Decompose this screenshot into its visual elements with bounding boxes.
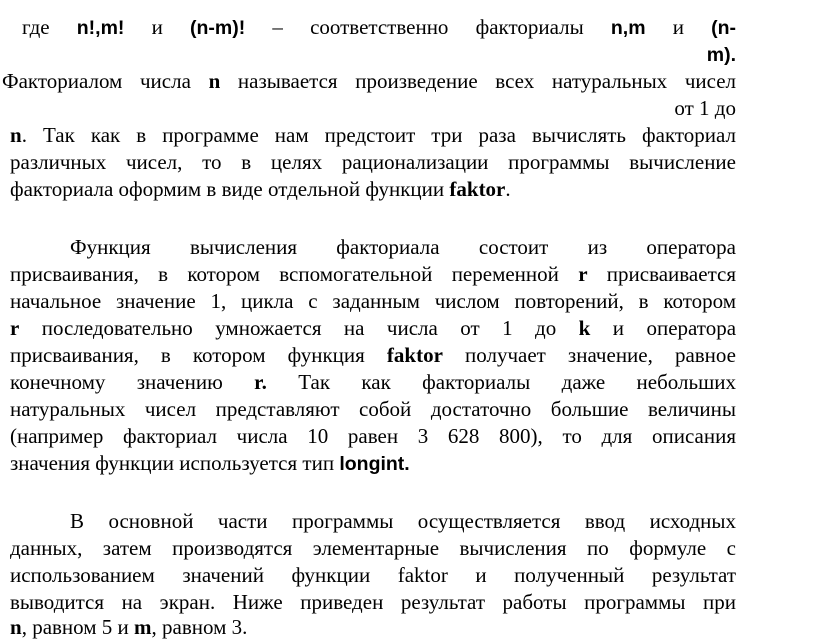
text-span: (например факториал числа 10 равен 3 628 800), то для описания [10, 424, 736, 448]
var-r: r [578, 262, 588, 286]
p1-line-3 [2, 68, 736, 95]
p1-line-1 [22, 14, 736, 42]
p2-line-5 [10, 342, 736, 369]
text-span: использованием значений функции faktor и полученный результат [10, 563, 736, 587]
p1-line-5 [10, 122, 736, 149]
function-faktor: faktor [386, 343, 443, 367]
text-span: и оператора [612, 316, 737, 340]
text-span: В основной части программы осуществляется ввод исходных [70, 509, 736, 533]
var-n: n [10, 123, 22, 147]
text-span: выводится на экран. Ниже приведен результат работы программы при [10, 590, 736, 614]
text-span: . [505, 177, 511, 201]
p2-line-4 [10, 315, 736, 342]
p2-line-9 [10, 450, 736, 478]
var-n: n [208, 69, 221, 93]
text-span: присваивания, в котором вспомогательной переменной [10, 262, 559, 286]
text-where: где [22, 15, 50, 39]
term-m-close: m). [706, 44, 736, 66]
var-m: m [134, 615, 152, 639]
term-n-minus-open: (n- [711, 17, 737, 39]
p2-line-8 [10, 423, 736, 450]
p3-line-4 [10, 589, 736, 616]
function-faktor: faktor [449, 177, 506, 201]
p3-line-5 [10, 614, 736, 641]
text-span: . Так как в программе нам предстоит три раза вычислять факториал [21, 123, 736, 147]
text-span: от 1 до [674, 96, 736, 120]
text-span: данных, затем производятся элементарные вычисления по формуле с [10, 536, 736, 560]
text-span: начальное значение 1, цикла с заданным числом повторений, в котором [10, 289, 736, 313]
text-span: различных чисел, то в целях рационализации программы вычисление [10, 150, 736, 174]
p1-line-6 [10, 149, 736, 176]
var-r: r [10, 316, 20, 340]
p2-line-2 [10, 261, 736, 288]
text-and: и [151, 15, 163, 39]
text-span: называется произведение всех натуральных чисел [237, 69, 736, 93]
text-span: Факториалом числа [2, 69, 191, 93]
type-longint: longint. [339, 453, 410, 475]
p2-line-3 [10, 288, 736, 315]
p2-line-6 [10, 369, 736, 396]
text-span: факториала оформим в виде отдельной функции [10, 177, 445, 201]
text-and: и [672, 15, 684, 39]
text-span: конечному значению [10, 370, 223, 394]
p1-line-4 [10, 95, 736, 122]
text-span: , равном 5 и [21, 615, 129, 639]
p2-line-7 [10, 396, 736, 423]
text-span: Так как факториалы даже небольших [298, 370, 736, 394]
term-n-minus-m-factorial: (n-m)! [190, 17, 246, 39]
text-span: последовательно умножается на числа от 1 до [41, 316, 557, 340]
p1-line-7 [10, 176, 736, 203]
text-span: , равном 3. [151, 615, 248, 639]
p3-line-3 [10, 562, 736, 589]
text-span: натуральных чисел представляют собой достаточно большие величины [10, 397, 736, 421]
text-span: получает значение, равное [465, 343, 737, 367]
var-r: r. [254, 370, 267, 394]
text-span: Функция вычисления факториала состоит из оператора [70, 235, 736, 259]
text-respectively-factorials: – соответственно факториалы [272, 15, 584, 39]
p1-line-2 [10, 41, 736, 69]
text-span: присваивается [606, 262, 736, 286]
var-k: k [578, 316, 591, 340]
p2-line-1 [70, 234, 736, 261]
var-n: n [10, 615, 22, 639]
p3-line-1 [70, 508, 736, 535]
p3-line-2 [10, 535, 736, 562]
text-span: значения функции используется тип [10, 451, 335, 475]
text-span: присваивания, в котором функция [10, 343, 365, 367]
term-n-m: n,m [610, 17, 646, 39]
term-nm-factorials: n!,m! [76, 17, 125, 39]
